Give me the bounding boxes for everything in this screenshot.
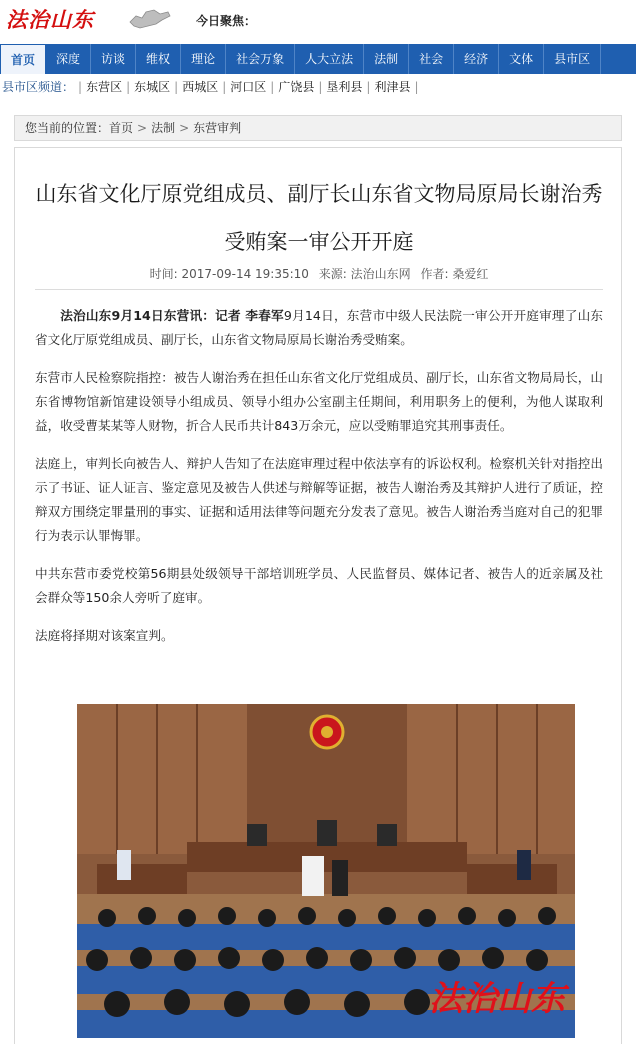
source-label: 来源: [318, 267, 347, 281]
nav-item[interactable]: 访谈 [91, 44, 136, 74]
channel-link[interactable]: 东营区 [86, 80, 123, 94]
channel-link[interactable]: 利津县 [374, 80, 411, 94]
breadcrumb [14, 115, 622, 141]
publish-time: 2017-09-14 19:35:10 [181, 267, 309, 281]
breadcrumb-prefix: 您当前的位置： [25, 121, 110, 135]
article-container [14, 147, 622, 1044]
paragraph: 法庭上，审判长向被告人、辩护人告知了在法庭审理过程中依法享有的诉讼权利。检察机关针对指控出示了书证、证人证言、鉴定意见及被告人供述与辩解等证据，被告人谢治秀及其辩护人进行了质证，控辩双方围绕定罪量刑的事实、证据和适用法律等问题充分发表了意见。被告人谢治秀当庭对自己的犯罪行为表示认罪悔罪。 [35, 456, 603, 543]
photo-watermark: 法治山东 [429, 979, 565, 1019]
channel-separator: | [270, 80, 275, 94]
channel-link[interactable]: 垦利县 [326, 80, 363, 94]
channel-separator: | [414, 80, 419, 94]
site-header [0, 0, 636, 42]
nav-item[interactable]: 深度 [46, 44, 91, 74]
channel-link[interactable]: 广饶县 [278, 80, 315, 94]
breadcrumb-link[interactable]: 首页 [109, 121, 134, 135]
paragraph: 东营市人民检察院指控：被告人谢治秀在担任山东省文化厅党组成员、副厅长，山东省文物局局长，山东省博物馆新馆建设领导小组成员、领导小组办公室副主任期间，利用职务上的便利，为他人谋取利益，收受曹某某等人财物，折合人民币共计843万余元，应以受贿罪追究其刑事责任。 [35, 370, 603, 433]
today-focus-label: 今日聚焦： [196, 14, 257, 28]
channel-separator: | [222, 80, 227, 94]
main-nav [0, 44, 636, 74]
nav-item[interactable]: 人大立法 [295, 44, 364, 74]
channel-separator: | [318, 80, 323, 94]
source: 法治山东网 [350, 267, 411, 281]
channel-link[interactable]: 河口区 [230, 80, 267, 94]
author-label: 作者: [420, 267, 449, 281]
time-label: 时间: [149, 267, 178, 281]
breadcrumb-link[interactable]: 东营审判 [193, 121, 242, 135]
paragraph: 法庭将择期对该案宣判。 [35, 628, 174, 643]
nav-item[interactable]: 法制 [364, 44, 409, 74]
article-body [35, 304, 603, 662]
paragraph: 法治山东9月14日东营讯：记者 李春军9月14日，东营市中级人民法院一审公开开庭审理了山东省文化厅原党组成员、副厅长，山东省文物局原局长谢治秀受贿案。 [35, 308, 603, 347]
author: 桑爱红 [452, 267, 489, 281]
nav-item[interactable]: 理论 [181, 44, 226, 74]
article-title: 山东省文化厅原党组成员、副厅长山东省文物局原局长谢治秀受贿案一审公开开庭 [35, 182, 603, 254]
nav-item[interactable]: 文体 [499, 44, 544, 74]
breadcrumb-separator: > [179, 121, 190, 135]
shandong-map-icon [128, 6, 172, 30]
nav-item[interactable]: 社会 [409, 44, 454, 74]
nav-item[interactable]: 县市区 [544, 44, 601, 74]
nav-item[interactable]: 社会万象 [226, 44, 295, 74]
nav-item[interactable]: 经济 [454, 44, 499, 74]
channel-link[interactable]: 东城区 [134, 80, 171, 94]
nav-item[interactable]: 首页 [0, 44, 46, 74]
article-meta [15, 265, 623, 282]
channels-label: 县市区频道： [2, 80, 75, 94]
meta-divider [35, 289, 603, 290]
nav-item[interactable]: 维权 [136, 44, 181, 74]
channel-separator: | [78, 80, 83, 94]
channel-separator: | [126, 80, 131, 94]
breadcrumb-link[interactable]: 法制 [151, 121, 176, 135]
channel-link[interactable]: 西城区 [182, 80, 219, 94]
courtroom-photo [77, 704, 575, 1038]
county-channels [0, 78, 636, 100]
channel-separator: | [174, 80, 179, 94]
channel-separator: | [366, 80, 371, 94]
paragraph: 中共东营市委党校第56期县处级领导干部培训班学员、人民监督员、媒体记者、被告人的近亲属及社会群众等150余人旁听了庭审。 [35, 566, 603, 605]
site-logo[interactable]: 法治山东 [6, 7, 94, 32]
breadcrumb-separator: > [137, 121, 148, 135]
lead-dateline: 法治山东9月14日东营讯：记者 李春军 [60, 308, 284, 323]
